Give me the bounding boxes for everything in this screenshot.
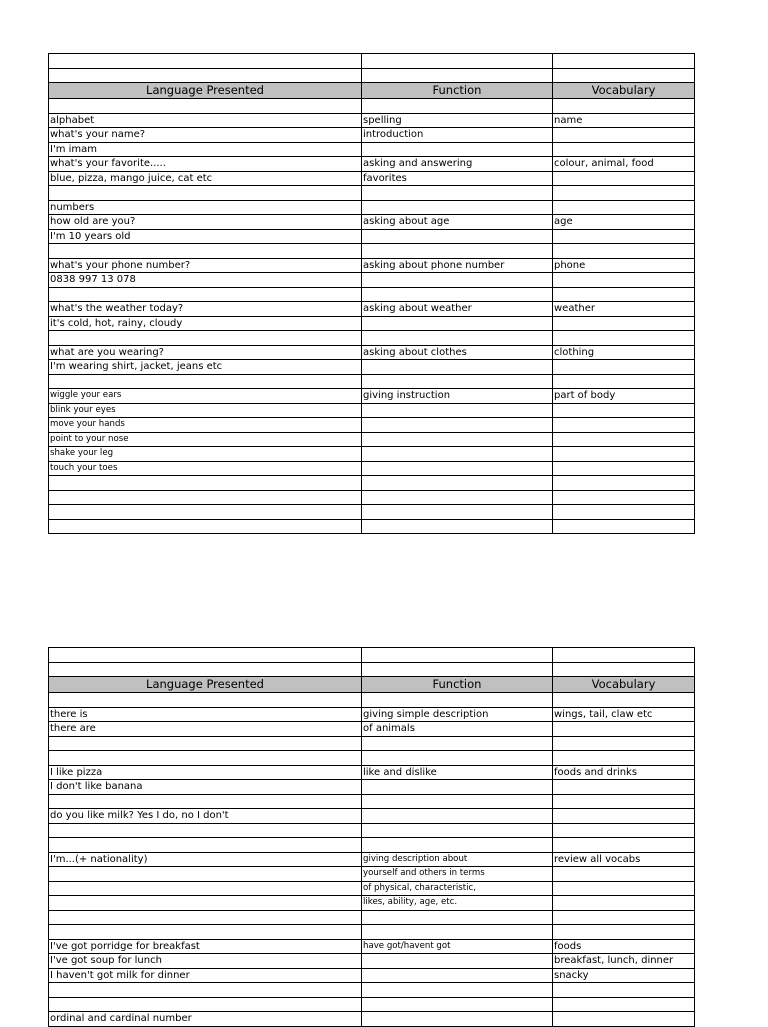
table-cell: review all vocabs [553, 852, 695, 867]
table-row [49, 722, 695, 737]
table-cell [553, 838, 695, 853]
table-row [49, 662, 695, 677]
table-cell: weather [553, 302, 695, 317]
table-cell: do you like milk? Yes I do, no I don't [49, 809, 362, 824]
table-cell [49, 476, 362, 491]
table-cell: alphabet [49, 113, 362, 128]
table-cell [49, 925, 362, 940]
table-cell [362, 519, 553, 534]
table-cell [362, 794, 553, 809]
table-cell: there is [49, 707, 362, 722]
table-cell: move your hands [49, 418, 362, 433]
table-cell [362, 954, 553, 969]
table-row [49, 997, 695, 1012]
table-cell: age [553, 215, 695, 230]
table-row [49, 215, 695, 230]
table-row [49, 99, 695, 114]
table-cell [49, 331, 362, 346]
table-cell [49, 794, 362, 809]
table-row [49, 780, 695, 795]
table-cell [362, 461, 553, 476]
table-row [49, 157, 695, 172]
table-cell [553, 99, 695, 114]
table-cell [362, 360, 553, 375]
table-cell [553, 128, 695, 143]
table-cell [553, 403, 695, 418]
table-row [49, 648, 695, 663]
table-cell: I haven't got milk for dinner [49, 968, 362, 983]
table-row [49, 258, 695, 273]
table-cell: wings, tail, claw etc [553, 707, 695, 722]
table-row [49, 476, 695, 491]
table-cell: of animals [362, 722, 553, 737]
table-cell [553, 287, 695, 302]
table-row [49, 896, 695, 911]
table-cell [553, 881, 695, 896]
table-cell: it's cold, hot, rainy, cloudy [49, 316, 362, 331]
table-row [49, 142, 695, 157]
table-row [49, 171, 695, 186]
table-row [49, 331, 695, 346]
table-row [49, 432, 695, 447]
table-cell [362, 418, 553, 433]
table-cell [49, 54, 362, 69]
table-cell [362, 809, 553, 824]
table-cell: colour, animal, food [553, 157, 695, 172]
table-cell [362, 316, 553, 331]
table-cell [49, 505, 362, 520]
table-cell [553, 505, 695, 520]
table-cell [553, 751, 695, 766]
table-cell: blink your eyes [49, 403, 362, 418]
table-cell: asking about age [362, 215, 553, 230]
table-row [49, 765, 695, 780]
table-row [49, 447, 695, 462]
table-row [49, 751, 695, 766]
table-cell: I've got porridge for breakfast [49, 939, 362, 954]
table-cell [362, 186, 553, 201]
table-cell [362, 287, 553, 302]
table-cell: asking and answering [362, 157, 553, 172]
table-cell [553, 490, 695, 505]
lesson-table-1-body [49, 54, 695, 534]
table-cell: numbers [49, 200, 362, 215]
table-cell [49, 374, 362, 389]
table-cell: name [553, 113, 695, 128]
table-cell [362, 693, 553, 708]
table-cell [553, 722, 695, 737]
table-cell: shake your leg [49, 447, 362, 462]
table-row [49, 418, 695, 433]
table-row [49, 794, 695, 809]
table-row [49, 968, 695, 983]
table-cell: of physical, characteristic, [362, 881, 553, 896]
table-cell [362, 736, 553, 751]
table-cell [553, 461, 695, 476]
table-cell [49, 910, 362, 925]
table-cell [362, 997, 553, 1012]
table-cell [553, 693, 695, 708]
lesson-table-2-body [49, 648, 695, 1027]
table-cell: favorites [362, 171, 553, 186]
table-row [49, 302, 695, 317]
lesson-table-1 [48, 53, 695, 534]
table-cell [49, 99, 362, 114]
table-cell [553, 200, 695, 215]
table-row [49, 823, 695, 838]
table-cell [553, 983, 695, 998]
table-cell: yourself and others in terms [362, 867, 553, 882]
table-cell: I'm...(+ nationality) [49, 852, 362, 867]
table-cell [553, 519, 695, 534]
table-cell [553, 648, 695, 663]
table-cell [49, 736, 362, 751]
table-cell [362, 273, 553, 288]
table-cell [362, 200, 553, 215]
table-cell: what's your name? [49, 128, 362, 143]
table-cell [553, 418, 695, 433]
table-cell [553, 360, 695, 375]
table-cell [553, 54, 695, 69]
table-cell [362, 476, 553, 491]
table-cell [49, 68, 362, 83]
table-cell [553, 867, 695, 882]
table-cell [362, 925, 553, 940]
table-row [49, 403, 695, 418]
table-row [49, 128, 695, 143]
table-cell [362, 374, 553, 389]
table-cell: asking about phone number [362, 258, 553, 273]
table-cell: giving description about [362, 852, 553, 867]
table-cell: how old are you? [49, 215, 362, 230]
table-cell [553, 823, 695, 838]
table-row [49, 867, 695, 882]
table-row [49, 852, 695, 867]
table-row [49, 910, 695, 925]
table-cell [553, 447, 695, 462]
table-row [49, 954, 695, 969]
table-row [49, 273, 695, 288]
table-cell: I've got soup for lunch [49, 954, 362, 969]
table-row [49, 939, 695, 954]
table-cell [553, 229, 695, 244]
table-cell [362, 910, 553, 925]
table-cell: what's your phone number? [49, 258, 362, 273]
table-row [49, 68, 695, 83]
table-row [49, 244, 695, 259]
table-row [49, 505, 695, 520]
table-cell: I like pizza [49, 765, 362, 780]
table-row [49, 287, 695, 302]
table-cell [553, 476, 695, 491]
table-cell [362, 229, 553, 244]
table-cell: phone [553, 258, 695, 273]
table-row [49, 881, 695, 896]
table-row [49, 113, 695, 128]
table-cell: wiggle your ears [49, 389, 362, 404]
table-cell [362, 142, 553, 157]
table-cell: spelling [362, 113, 553, 128]
table-cell [553, 997, 695, 1012]
column-header: Vocabulary [553, 677, 695, 693]
column-header: Language Presented [49, 83, 362, 99]
table-cell [553, 374, 695, 389]
table-row [49, 983, 695, 998]
table-cell: I'm imam [49, 142, 362, 157]
table-cell [362, 983, 553, 998]
table-cell [553, 432, 695, 447]
table-cell: what are you wearing? [49, 345, 362, 360]
table-cell [553, 244, 695, 259]
table-cell [362, 648, 553, 663]
table-cell: part of body [553, 389, 695, 404]
table-cell: what's your favorite..... [49, 157, 362, 172]
table-row [49, 693, 695, 708]
table-cell [49, 186, 362, 201]
table-row [49, 519, 695, 534]
table-cell [553, 171, 695, 186]
table-cell [49, 823, 362, 838]
table-cell [49, 983, 362, 998]
column-header: Function [362, 677, 553, 693]
table-cell [553, 780, 695, 795]
table-cell [49, 838, 362, 853]
table-row [49, 389, 695, 404]
table-cell: likes, ability, age, etc. [362, 896, 553, 911]
table-cell [553, 142, 695, 157]
column-header: Function [362, 83, 553, 99]
table-cell: introduction [362, 128, 553, 143]
table-row [49, 925, 695, 940]
table-cell [362, 244, 553, 259]
table-cell [553, 809, 695, 824]
table-cell [362, 490, 553, 505]
header-row [49, 677, 695, 693]
table-cell [49, 896, 362, 911]
table-cell [362, 447, 553, 462]
table-cell: snacky [553, 968, 695, 983]
table-row [49, 316, 695, 331]
table-cell: asking about clothes [362, 345, 553, 360]
table-row [49, 461, 695, 476]
table-cell [362, 780, 553, 795]
table-row [49, 345, 695, 360]
table-cell [49, 881, 362, 896]
table-row [49, 374, 695, 389]
table-cell: asking about weather [362, 302, 553, 317]
table-row [49, 838, 695, 853]
table-cell [49, 751, 362, 766]
table-cell [553, 910, 695, 925]
table-cell: foods and drinks [553, 765, 695, 780]
table-cell [362, 403, 553, 418]
table-cell [362, 838, 553, 853]
table-cell: touch your toes [49, 461, 362, 476]
table-cell [362, 331, 553, 346]
header-row [49, 83, 695, 99]
table-row [49, 229, 695, 244]
table-cell [49, 693, 362, 708]
table-cell [49, 490, 362, 505]
table-row [49, 200, 695, 215]
table-cell [49, 287, 362, 302]
column-header: Language Presented [49, 677, 362, 693]
table-cell: ordinal and cardinal number [49, 1012, 362, 1027]
table-cell [553, 662, 695, 677]
table-cell [553, 186, 695, 201]
table-row [49, 809, 695, 824]
table-row [49, 54, 695, 69]
table-cell: giving simple description [362, 707, 553, 722]
table-row [49, 186, 695, 201]
table-cell [49, 997, 362, 1012]
table-cell [49, 519, 362, 534]
table-cell [362, 823, 553, 838]
table-cell [49, 244, 362, 259]
table-cell [553, 794, 695, 809]
table-cell [49, 867, 362, 882]
table-cell [553, 273, 695, 288]
table-cell [362, 99, 553, 114]
table-row [49, 490, 695, 505]
table-cell [553, 736, 695, 751]
table-cell [362, 968, 553, 983]
table-cell [362, 68, 553, 83]
table-cell [362, 432, 553, 447]
table-cell: breakfast, lunch, dinner [553, 954, 695, 969]
table-cell: foods [553, 939, 695, 954]
table-cell: giving instruction [362, 389, 553, 404]
table-row [49, 360, 695, 375]
table-cell [553, 316, 695, 331]
lesson-table-2 [48, 647, 695, 1027]
table-cell [362, 662, 553, 677]
table-cell: I don't like banana [49, 780, 362, 795]
table-cell [553, 68, 695, 83]
table-cell: there are [49, 722, 362, 737]
table-cell: like and dislike [362, 765, 553, 780]
column-header: Vocabulary [553, 83, 695, 99]
table-cell [49, 648, 362, 663]
table-cell [49, 662, 362, 677]
table-cell: 0838 997 13 078 [49, 273, 362, 288]
table-cell: point to your nose [49, 432, 362, 447]
table-cell [362, 54, 553, 69]
table-cell [362, 751, 553, 766]
table-row [49, 736, 695, 751]
table-row [49, 707, 695, 722]
table-cell: blue, pizza, mango juice, cat etc [49, 171, 362, 186]
table-cell: what's the weather today? [49, 302, 362, 317]
table-cell [362, 505, 553, 520]
table-cell [553, 896, 695, 911]
table-cell [553, 331, 695, 346]
table-cell: clothing [553, 345, 695, 360]
table-cell: have got/havent got [362, 939, 553, 954]
table-cell [553, 925, 695, 940]
table-cell: I'm 10 years old [49, 229, 362, 244]
table-cell: I'm wearing shirt, jacket, jeans etc [49, 360, 362, 375]
